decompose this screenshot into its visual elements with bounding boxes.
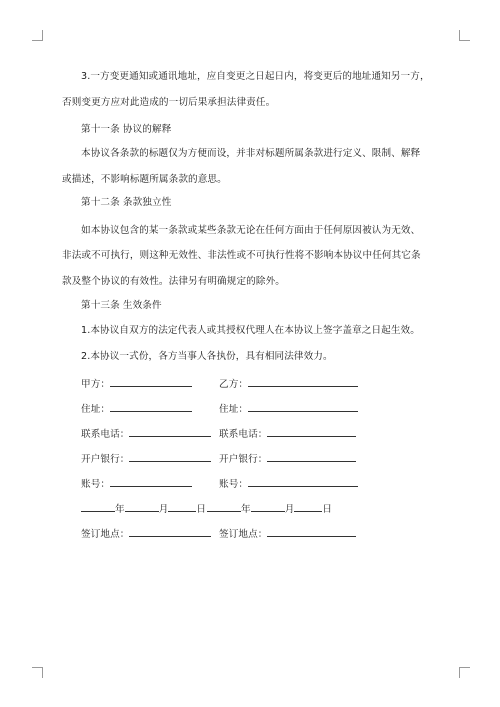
phone-a-field[interactable] bbox=[81, 424, 211, 444]
paragraph-line: 1.本协议自双方的法定代表人或其授权代理人在本协议上签字盖章之日起生效。 bbox=[81, 325, 420, 336]
party-a-blank[interactable] bbox=[110, 374, 192, 387]
address-b-blank[interactable] bbox=[248, 399, 358, 412]
phone-a-label: 联系电话： bbox=[81, 429, 130, 440]
phone-b-blank[interactable] bbox=[267, 424, 356, 437]
address-b-label: 住址： bbox=[219, 404, 249, 415]
article-heading: 第十三条 生效条件 bbox=[81, 300, 162, 311]
signature-row-account bbox=[81, 474, 441, 494]
date-b-month-blank[interactable] bbox=[251, 499, 285, 512]
account-a-label: 账号： bbox=[81, 479, 111, 490]
bank-b-blank[interactable] bbox=[267, 449, 356, 462]
paragraph-line: 款及整个协议的有效性。法律另有明确规定的除外。 bbox=[62, 276, 285, 287]
date-a-year-blank[interactable] bbox=[81, 499, 115, 512]
article-heading: 第十二条 条款独立性 bbox=[81, 197, 172, 208]
paragraph-line: 本协议各条款的标题仅为方便而设，并非对标题所属条款进行定义、限制、解释 bbox=[81, 148, 421, 159]
crop-mark-top-right bbox=[459, 30, 470, 41]
signature-row-place bbox=[81, 524, 441, 544]
place-a-label: 签订地点： bbox=[81, 529, 130, 540]
signature-row-party bbox=[81, 374, 441, 394]
signature-row-bank bbox=[81, 449, 441, 469]
address-a-blank[interactable] bbox=[110, 399, 192, 412]
party-b-field[interactable] bbox=[219, 374, 358, 394]
phone-b-label: 联系电话： bbox=[219, 429, 268, 440]
phone-b-field[interactable] bbox=[219, 424, 356, 444]
date-a-month-blank[interactable] bbox=[125, 499, 159, 512]
date-b-day-blank[interactable] bbox=[294, 499, 322, 512]
crop-mark-bottom-right bbox=[459, 667, 470, 678]
month-label: 月 bbox=[158, 504, 169, 515]
day-label: 日 bbox=[322, 504, 333, 515]
signature-row-phone bbox=[81, 424, 441, 444]
paragraph-line: 否则变更方应对此造成的一切后果承担法律责任。 bbox=[62, 97, 276, 108]
party-b-blank[interactable] bbox=[248, 374, 358, 387]
account-b-label: 账号： bbox=[219, 479, 249, 490]
signature-row-date bbox=[81, 499, 441, 519]
article-heading: 第十一条 协议的解释 bbox=[81, 124, 172, 135]
date-b-field[interactable] bbox=[207, 499, 332, 519]
bank-a-label: 开户银行： bbox=[81, 454, 130, 465]
place-b-label: 签订地点： bbox=[219, 529, 268, 540]
signature-row-address bbox=[81, 399, 441, 419]
bank-b-label: 开户银行： bbox=[219, 454, 268, 465]
party-b-label: 乙方： bbox=[219, 379, 249, 390]
date-a-day-blank[interactable] bbox=[168, 499, 196, 512]
place-b-blank[interactable] bbox=[267, 524, 356, 537]
year-label: 年 bbox=[241, 504, 251, 515]
year-label: 年 bbox=[115, 504, 125, 515]
party-a-label: 甲方： bbox=[81, 379, 111, 390]
account-a-field[interactable] bbox=[81, 474, 192, 494]
place-a-field[interactable] bbox=[81, 524, 211, 544]
bank-a-blank[interactable] bbox=[129, 449, 211, 462]
date-b-year-blank[interactable] bbox=[207, 499, 241, 512]
account-b-blank[interactable] bbox=[248, 474, 358, 487]
place-b-field[interactable] bbox=[219, 524, 356, 544]
paragraph-line: 如本协议包含的某一条款或某些条款无论在任何方面由于任何原因被认为无效、 bbox=[81, 225, 421, 236]
party-a-field[interactable] bbox=[81, 374, 192, 394]
address-a-label: 住址： bbox=[81, 404, 111, 415]
bank-b-field[interactable] bbox=[219, 449, 356, 469]
paragraph-line: 2.本协议一式份，各方当事人各执份，具有相同法律效力。 bbox=[81, 351, 333, 362]
month-label: 月 bbox=[284, 504, 295, 515]
bank-a-field[interactable] bbox=[81, 449, 211, 469]
phone-a-blank[interactable] bbox=[129, 424, 211, 437]
date-a-field[interactable] bbox=[81, 499, 206, 519]
paragraph-line: 或描述，不影响标题所属条款的意思。 bbox=[62, 174, 227, 185]
day-label: 日 bbox=[196, 504, 207, 515]
crop-mark-top-left bbox=[32, 30, 43, 41]
crop-mark-bottom-left bbox=[32, 667, 43, 678]
place-a-blank[interactable] bbox=[129, 524, 211, 537]
paragraph-line: 非法或不可执行，则这种无效性、非法性或不可执行性将不影响本协议中任何其它条 bbox=[62, 250, 421, 261]
account-b-field[interactable] bbox=[219, 474, 358, 494]
address-b-field[interactable] bbox=[219, 399, 358, 419]
address-a-field[interactable] bbox=[81, 399, 192, 419]
account-a-blank[interactable] bbox=[110, 474, 192, 487]
paragraph-line: 3.一方变更通知或通讯地址，应自变更之日起日内，将变更后的地址通知另一方， bbox=[81, 71, 430, 82]
